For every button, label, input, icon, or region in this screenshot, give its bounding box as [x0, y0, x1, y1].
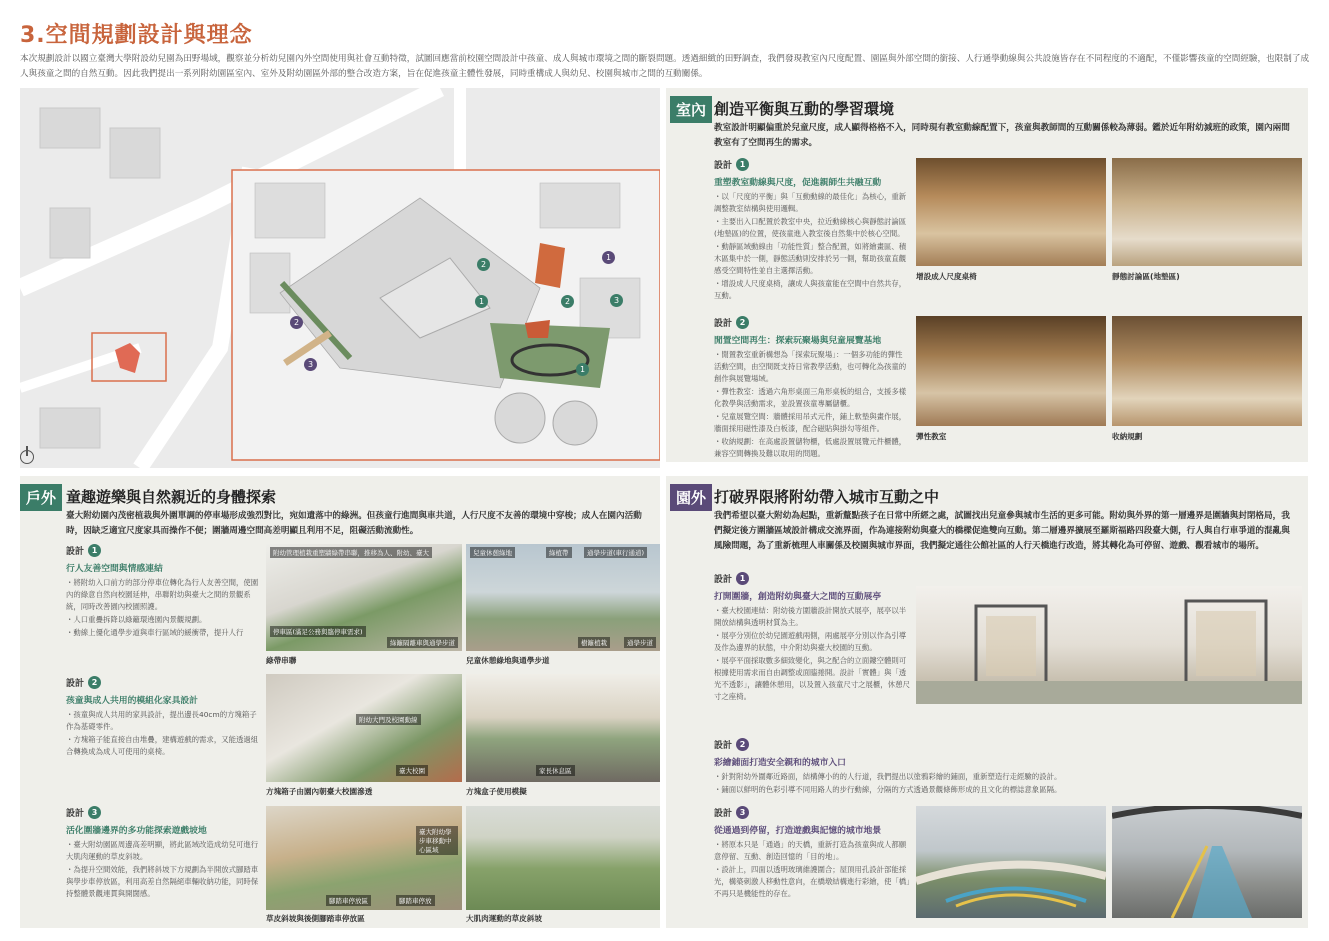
photo-caption: 方塊盒子使用模擬 [466, 787, 527, 796]
diagram-label: 腳踏車停放區 [326, 895, 371, 906]
design-number: 2 [736, 738, 749, 751]
page-title: 3.空間規劃設計與理念 [20, 23, 253, 48]
design-title: 閒置空間再生：探索玩聚場與兒童展覽基地 [714, 336, 882, 346]
urban-lead: 我們希望以臺大附幼為起點，重新釐點孩子在日常中所經之處，試圖找出兒童參與城市生活的更多可能。附幼與外界的第一層邊界是圍牆與封閉格局，我們擬定後方圍牆區域設計構成交流界面，作為連接附幼與臺大的橋樑促進雙向互動。第二層邊界擴展至羅斯福路四段臺大側，行人與自行車爭道的混亂與風險問題，為了重新梳理人車關係及校園與城市界面，我們擬定通往公館社區的人行天橋進行改造，將其轉化為可停留、遊戲、觀看城市的場所。 [714, 511, 1290, 551]
design-number: 2 [88, 676, 101, 689]
design-label: 設計 [66, 679, 85, 689]
map-marker: 2 [290, 316, 303, 329]
diagram-label: 通學步道(車行通道) [584, 547, 647, 558]
intro-paragraph: 本次規劃設計以國立臺灣大學附設幼兒園為田野場域，觀察並分析幼兒園內外空間使用與社會互動特徵，試圖回應當前校園空間設計中孩童、成人與城市環境之間的斷裂問題。透過細緻的田野調查，我們發現教室內尺度配置、園區與外部空間的銜接、人行通學動線與公共設施皆存在不同程度的不適配，不僅影響孩童的空間經驗，也限制了成人與孩童之間的自然互動。因此我們提出一系列附幼園區室內、室外及附幼園區外部的整合改造方案，旨在促進孩童主體性發展，同時重構成人與幼兒、校園與城市之間的互動關係。 [20, 54, 1310, 79]
outdoor-design-2 [66, 676, 262, 759]
photo-caption: 彈性教室 [916, 432, 947, 441]
photo-caption: 方塊箱子由園內朝臺大校園滲透 [266, 787, 373, 796]
diagram-label: 綠植帶 [546, 547, 572, 558]
design-label: 設計 [714, 575, 733, 585]
bullet: ・展亭分別位於幼兒園遊戲兩側，兩處展亭分別以作為引導及作為邊界的狀態，中介附幼與臺大校園的互動。 [714, 631, 907, 652]
outdoor-tag: 戶外 [20, 484, 62, 511]
bullet: ・孩童與成人共用的家具設計，提出邊長40cm的方塊箱子作為基礎零件。 [66, 710, 257, 731]
map-marker: 3 [610, 294, 623, 307]
bullet: ・方塊箱子能直接自由堆疊，建構遊戲的需求，又能透過組合轉換成為成人可使用的桌椅。 [66, 735, 259, 756]
bullet: ・動靜區域動線由「功能性質」整合配置，如將繪畫區、積木區集中於一側，靜態活動則安排於另一側，幫助孩童直觀感受空間特性並自主選擇活動。 [714, 242, 907, 275]
map-marker: 1 [602, 251, 615, 264]
photo-caption: 草皮斜坡與後側腳踏車停放區 [266, 914, 365, 923]
classroom-render-1 [916, 158, 1106, 266]
outdoor-design-3 [66, 806, 262, 901]
design-label: 設計 [66, 547, 85, 557]
urban-design-1 [714, 572, 910, 704]
photo-caption: 兒童休憩綠地與通學步道 [466, 656, 550, 665]
photo-caption: 增設成人尺度桌椅 [916, 272, 977, 281]
bullet: ・臺大附幼園區周邊高差明顯，將此區域改造成幼兒可進行大肌肉運動的草皮斜坡。 [66, 840, 259, 861]
map-marker: 1 [576, 363, 589, 376]
design-number: 1 [736, 572, 749, 585]
design-title: 行人友善空間與情感連結 [66, 564, 163, 574]
indoor-design-2 [714, 316, 908, 461]
bullet: ・以「尺度的平衡」與「互動動線的最佳化」為核心，重新調整教室結構與使用邏輯。 [714, 192, 907, 213]
urban-tag: 園外 [670, 484, 712, 511]
diagram-label: 腳踏車停放 [396, 895, 435, 906]
map-marker: 2 [477, 258, 490, 271]
map-marker: 3 [304, 358, 317, 371]
bullet: ・閒置教室重新構想為「探索玩聚場」：一個多功能的彈性活動空間，由空間既支持日常教學活動，也可轉化為孩童的創作與展覽場域。 [714, 350, 907, 383]
site-map [20, 88, 660, 468]
design-bullets [714, 839, 910, 900]
bullet: ・將原本只是「通過」的天橋，重新打造為孩童與成人都願意停留、互動、創造回憶的「目的地」。 [714, 840, 907, 861]
design-title: 孩童與成人共用的模組化家具設計 [66, 696, 198, 706]
diagram-label: 綠籬隔離車與通學步道 [387, 637, 458, 648]
design-number: 1 [88, 544, 101, 557]
diagram-label: 樹籬植栽 [578, 637, 610, 648]
design-label: 設計 [714, 741, 733, 751]
design-label: 設計 [714, 319, 733, 329]
furniture-diagram [266, 674, 462, 782]
bridge-render [916, 806, 1106, 918]
pavilion-render [916, 586, 1302, 704]
photo-caption: 大肌肉運動的草皮斜坡 [466, 914, 542, 923]
bullet: ・將附幼入口前方的部分停車位轉化為行人友善空間，使園內的綠意自然向校園延伸，串聯附幼與臺大之間的景觀系統，同時改善園內校園照護。 [66, 578, 259, 611]
pavilion-shapes [916, 586, 1302, 704]
flexible-classroom-render [916, 316, 1106, 426]
slope-parking-render [266, 806, 462, 910]
grass-slope-render [466, 806, 660, 910]
design-number: 2 [736, 316, 749, 329]
photo-caption: 收納規劃 [1112, 432, 1143, 441]
indoor-tag: 室內 [670, 96, 712, 123]
urban-heading: 打破界限將附幼帶入城市互動之中 [714, 488, 940, 506]
urban-design-3 [714, 806, 910, 901]
design-number: 1 [736, 158, 749, 171]
design-number: 3 [736, 806, 749, 819]
urban-design-2 [714, 738, 1298, 797]
map-marker: 1 [475, 295, 488, 308]
design-bullets [66, 577, 262, 639]
design-label: 設計 [714, 161, 733, 171]
design-bullets [714, 771, 1298, 796]
design-bullets [66, 839, 262, 900]
photo-caption: 綠帶串聯 [266, 656, 297, 665]
diagram-label: 臺大附幼學步車移動中心區域 [416, 826, 458, 855]
bullet: ・設計上，四面以透明玻璃維護圍合；屋頂用孔設計部能採光，構築刺激人移動性意向，在橋墩結構進行彩繪，使「橋」不再只是機能性的存在。 [714, 865, 910, 898]
design-label: 設計 [714, 809, 733, 819]
bridge-interior-shapes [1112, 806, 1302, 918]
bullet: ・彈性教室：透過六角形桌面三角形桌板的組合，支援多樣化教學與活動需求，並設置孩童專屬儲櫃。 [714, 387, 907, 408]
bullet: ・展亭平面採取數多細致變化，與之配合的立面鏤空體則可根據使用需求而自由調整或面臨捲開。設計「實體」與「透光不透影」，讓體休憩用，以及置入孩童尺寸之展櫃，休憩尺寸之座椅。 [714, 656, 910, 701]
design-number: 3 [88, 806, 101, 819]
outdoor-lead: 臺大附幼園內茂密植栽與外圍單調的停車場形成強烈對比，宛如遺落中的綠洲。但孩童行進間與車共道，人行尺度不友善的環境中穿梭；成人在園內活動時，因缺乏適宜尺度家具而操作不便；圍牆周邊空間高差明顯且利用不足，阻礙活動流動性。 [66, 511, 642, 536]
diagram-label: 兒童休憩綠地 [470, 547, 515, 558]
storage-render [1112, 316, 1302, 426]
bullet: ・主要出入口配置於教室中央，拉近動線核心與靜態討論區(地墊區)的位置，使孩童進入教室後自然集中於核心空間。 [714, 217, 907, 238]
bullet: ・臺大校園連結：附幼後方圍牆設計開放式展亭，展亭以半開放結構與透明材質為主。 [714, 606, 907, 627]
bullet: ・動線上優化通學步道與車行區域的緩衝帶，提升人行 [66, 628, 244, 637]
bridge-interior-render [1112, 806, 1302, 918]
bullet: ・為提升空間效能，我們將斜坡下方規劃為半開放式腳踏車與學步車停放區，利用高差自然隔絕車輛收納功能，同時保持整體景觀連貫與開闊感。 [66, 865, 259, 898]
bridge-shapes [916, 806, 1106, 918]
design-bullets [66, 709, 262, 758]
photo-caption: 靜態討論區(地墊區) [1112, 272, 1180, 281]
bullet: ・收納規劃：在高處設置儲物櫃，低處設置展覽元件櫃體，兼容空間轉換及難以取用的問題。 [714, 437, 907, 458]
indoor-design-1 [714, 158, 908, 303]
diagram-label: 通學步道 [624, 637, 656, 648]
urban-panel [666, 476, 1308, 928]
bullet: ・鋪面以鮮明的色彩引導不同用路人的步行動線，分隔的方式透過景觀條飾形成的且文化的標誌意象區隔。 [714, 785, 1062, 794]
outdoor-design-1 [66, 544, 262, 640]
outdoor-heading: 童趣遊樂與自然親近的身體探索 [66, 488, 277, 506]
green-belt-diagram [266, 544, 462, 651]
site-map-drawing [20, 88, 660, 468]
bullet: ・兒童展覽空間：牆體採用吊式元件，鋪上軟墊與畫作展，牆面採用磁性漆及白板漆，配合磁貼與掛勾等組件。 [714, 412, 907, 433]
design-bullets [714, 605, 910, 703]
north-arrow-icon [20, 450, 34, 464]
outdoor-panel [20, 476, 660, 928]
design-title: 活化圍牆邊界的多功能探索遊戲坡地 [66, 826, 207, 836]
design-bullets [714, 191, 908, 302]
design-bullets [714, 349, 908, 460]
design-title: 重塑教室動線與尺度，促進親師生共融互動 [714, 178, 882, 188]
design-title: 打開圍牆，創造附幼與臺大之間的互動展亭 [714, 592, 882, 602]
diagram-label: 附幼管理植栽重塑牆綠帶串聯，推移為人、附幼、臺大 [270, 547, 432, 558]
design-title: 彩繪鋪面打造安全親和的城市入口 [714, 758, 846, 768]
bullet: ・針對附幼外圍鄰近路面，結構傳小的的人行道，我們提出以塗鴉彩繪的鋪面，重新塑造行走經驗的設計。 [714, 772, 1062, 781]
indoor-panel [666, 88, 1308, 462]
design-label: 設計 [66, 809, 85, 819]
diagram-label: 臺大校園 [396, 765, 428, 776]
indoor-lead: 教室設計明顯偏重於兒童尺度，成人顯得格格不入，同時現有教室動線配置下，孩童與教師間的互動關係較為薄弱。鑑於近年附幼減班的政策，園內兩間教室有了空間再生的需求。 [714, 123, 1290, 148]
diagram-label: 家長休息區 [536, 765, 575, 776]
diagram-label: 附幼大門及校園動線 [356, 714, 421, 725]
furniture-render [466, 674, 660, 782]
classroom-render-2 [1112, 158, 1302, 266]
diagram-label: 停車區(滿足公務與臨停車需求) [270, 626, 366, 637]
indoor-heading: 創造平衡與互動的學習環境 [714, 100, 895, 118]
playground-path-render [466, 544, 660, 651]
map-marker: 2 [561, 295, 574, 308]
design-title: 從通過到停留，打造遊戲與記憶的城市地景 [714, 826, 882, 836]
bullet: ・增設成人尺度桌椅，讓成人與孩童能在空間中自然共存，互動。 [714, 279, 907, 300]
bullet: ・人口重疊拆降以綠籬環遶園內景觀規劃。 [66, 615, 207, 624]
